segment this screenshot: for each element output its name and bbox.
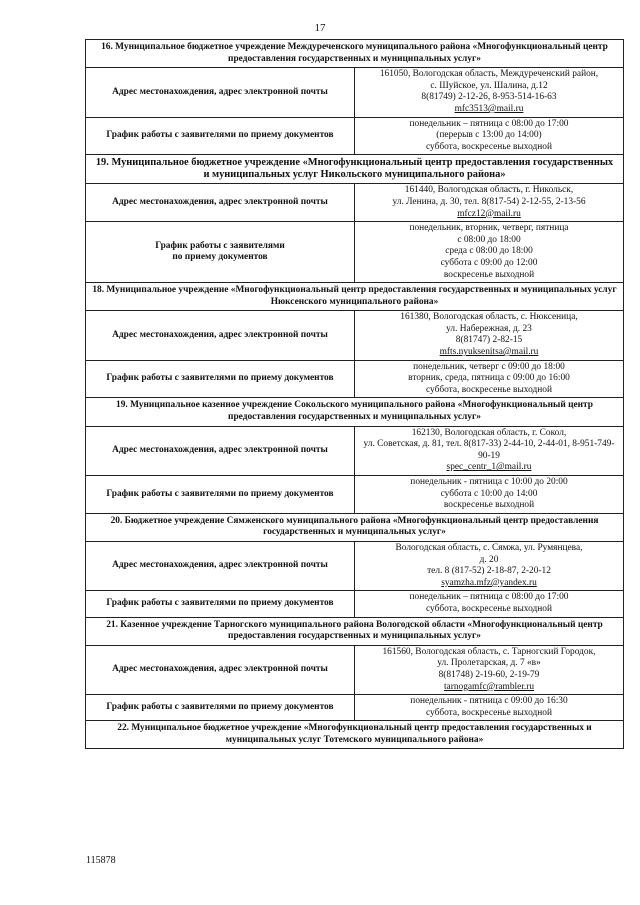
schedule-row — [86, 476, 624, 514]
email-link[interactable]: mfc3513@mail.ru — [454, 103, 524, 114]
schedule-value: понедельник, четверг с 09:00 до 18:00 вторник, среда, пятница с 09:00 до 16:00 суббота, воскресенье выходной — [355, 360, 624, 398]
schedule-label: График работы с заявителями по приему документов — [86, 591, 355, 617]
section-header-row — [86, 513, 624, 541]
section-header-row — [86, 40, 624, 68]
schedule-value: понедельник – пятница с 08:00 до 17:00 суббота, воскресенье выходной — [355, 591, 624, 617]
section-header: 19. Муниципальное казенное учреждение Сокольского муниципального района «Многофункциональный центр предоставления государственных и муниципальных услуг» — [86, 398, 624, 426]
schedule-row — [86, 360, 624, 398]
address-value: 161050, Вологодская область, Междуреченский район, с. Шуйское, ул. Шалина, д.12 8(81749) 2-12-26, 8-953-514-16-63 mfc3513@mail.ru — [355, 68, 624, 117]
email-link[interactable]: spec_centr_1@mail.ru — [446, 462, 532, 473]
schedule-row — [86, 695, 624, 721]
section-header: 21. Казенное учреждение Тарногского муниципального района Вологодской области «Многофункциональный центр предоставления государственных и муниципальных услуг» — [86, 617, 624, 645]
page-number: 17 — [314, 22, 326, 34]
section-header-row — [86, 398, 624, 426]
schedule-row — [86, 591, 624, 617]
address-label: Адрес местонахождения, адрес электронной почты — [86, 541, 355, 590]
address-value: 161560, Вологодская область, с. Тарногский Городок, ул. Пролетарская, д. 7 «в» 8(81748) 2-19-60, 2-19-79 tarnogamfc@rambler.ru — [355, 645, 624, 694]
schedule-label: График работы с заявителями по приему документов — [86, 695, 355, 721]
document-code: 115878 — [86, 855, 116, 866]
section-header-row — [86, 617, 624, 645]
schedule-value: понедельник, вторник, четверг, пятница с 08:00 до 18:00 среда с 08:00 до 18:00 суббота с 09:00 до 12:00 воскресенье выходной — [355, 222, 624, 283]
section-header: 19. Муниципальное бюджетное учреждение «Многофункциональный центр предоставления государственных и муниципальных услуг Никольского муниципального района» — [86, 155, 624, 184]
address-row — [86, 645, 624, 694]
address-label: Адрес местонахождения, адрес электронной почты — [86, 311, 355, 360]
section-header-row — [86, 283, 624, 311]
address-row — [86, 311, 624, 360]
email-link[interactable]: tarnogamfc@rambler.ru — [443, 681, 535, 692]
schedule-label: График работы с заявителями по приему документов — [86, 476, 355, 514]
address-label: Адрес местонахождения, адрес электронной почты — [86, 426, 355, 475]
section-header-row — [86, 155, 624, 184]
address-label: Адрес местонахождения, адрес электронной почты — [86, 68, 355, 117]
schedule-label: График работы с заявителями по приему документов — [86, 222, 355, 283]
email-link[interactable]: mfcz12@mail.ru — [457, 208, 521, 219]
address-value: 162130, Вологодская область, г. Сокол, ул. Советская, д. 81, тел. 8(817-33) 2-44-10, 2-44-01, 8-951-749-90-19 spec_centr_1@mail.ru — [355, 426, 624, 475]
address-value: Вологодская область, с. Сямжа, ул. Румянцева, д. 20 тел. 8 (817-52) 2-18-87, 2-20-12 syamzha.mfz@yandex.ru — [355, 541, 624, 590]
section-header: 16. Муниципальное бюджетное учреждение Междуреченского муниципального района «Многофункциональный центр предоставления государственных и муниципальных услуг» — [86, 40, 624, 68]
mfc-directory-table — [85, 39, 624, 749]
address-value: 161380, Вологодская область, с. Нюксеница, ул. Набережная, д. 23 8(81747) 2-82-15 mfts.nyuksenitsa@mail.ru — [355, 311, 624, 360]
schedule-value: понедельник - пятница с 09:00 до 16:30 суббота, воскресенье выходной — [355, 695, 624, 721]
address-row — [86, 68, 624, 117]
section-header: 18. Муниципальное учреждение «Многофункциональный центр предоставления государственных и муниципальных услуг Нюксенского муниципального района» — [86, 283, 624, 311]
email-link[interactable]: mfts.nyuksenitsa@mail.ru — [439, 347, 539, 358]
address-value: 161440, Вологодская область, г. Никольск, ул. Ленина, д. 30, тел. 8(817-54) 2-12-55, 2-13-56 mfcz12@mail.ru — [355, 184, 624, 222]
address-row — [86, 541, 624, 590]
schedule-row — [86, 117, 624, 155]
schedule-row — [86, 222, 624, 283]
address-row — [86, 426, 624, 475]
section-header-row — [86, 721, 624, 749]
schedule-value: понедельник – пятница с 08:00 до 17:00 (перерыв с 13:00 до 14:00) суббота, воскресенье выходной — [355, 117, 624, 155]
address-label: Адрес местонахождения, адрес электронной почты — [86, 645, 355, 694]
schedule-value: понедельник - пятница с 10:00 до 20:00 суббота с 10:00 до 14:00 воскресенье выходной — [355, 476, 624, 514]
section-header: 20. Бюджетное учреждение Сямженского муниципального района «Многофункциональный центр предоставления государственных и муниципальных услуг» — [86, 513, 624, 541]
schedule-label: График работы с заявителями по приему документов — [86, 360, 355, 398]
address-row — [86, 184, 624, 222]
email-link[interactable]: syamzha.mfz@yandex.ru — [441, 577, 537, 588]
schedule-label: График работы с заявителями по приему документов — [86, 117, 355, 155]
section-header: 22. Муниципальное бюджетное учреждение «Многофункциональный центр предоставления государственных и муниципальных услуг Тотемского муниципального района» — [86, 721, 624, 749]
address-label: Адрес местонахождения, адрес электронной почты — [86, 184, 355, 222]
